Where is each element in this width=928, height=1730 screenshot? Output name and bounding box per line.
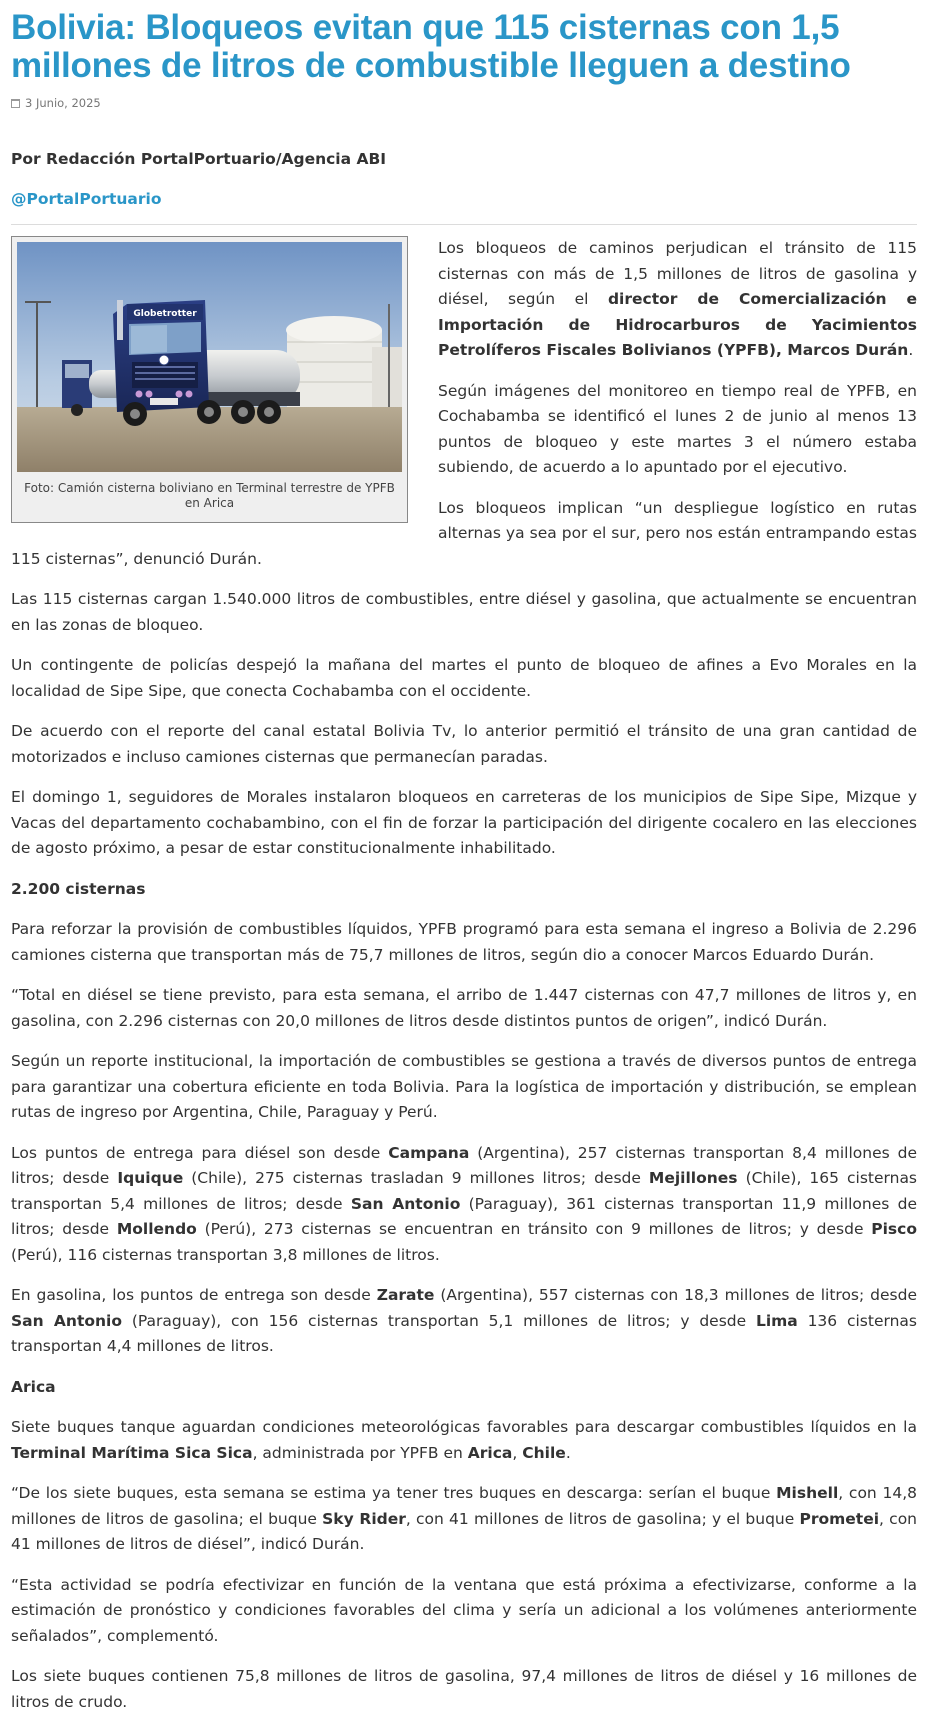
- subheading-cisternas: 2.200 cisternas: [11, 879, 146, 898]
- paragraph-6: De acuerdo con el reporte del canal estatal Bolivia Tv, lo anterior permitió el tránsito de una gran cantidad de motorizados e incluso camiones cisternas que permanecían paradas.: [11, 722, 917, 766]
- paragraph-9: “Total en diésel se tiene previsto, para esta semana, el arribo de 1.447 cisternas con 47,7 millones de litros y, en gasolina, con 2.296 cisternas con 20,0 millones de litros desde distintos puntos de origen”, indicó Durán.: [11, 986, 917, 1030]
- paragraph-10: Según un reporte institucional, la importación de combustibles se gestiona a través de diversos puntos de entrega para garantizar una cobertura eficiente en toda Bolivia. Para la logística de importación y distribución, se emplean rutas de ingreso por Argentina, Chile, Paraguay y Perú.: [11, 1052, 917, 1121]
- twitter-handle-link[interactable]: @PortalPortuario: [11, 190, 162, 208]
- calendar-icon: [11, 99, 20, 108]
- paragraph-13: Siete buques tanque aguardan condiciones meteorológicas favorables para descargar combustibles líquidos en la Terminal Marítima Sica Sica, administrada por YPFB en Arica, Chile.: [11, 1418, 917, 1462]
- truck-photo: [17, 242, 402, 472]
- article-date: 3 Junio, 2025: [25, 96, 101, 110]
- article-photo: [11, 236, 408, 523]
- photo-caption: Foto: Camión cisterna boliviano en Terminal terrestre de YPFB en Arica: [24, 481, 395, 510]
- article-body: [11, 236, 917, 1715]
- paragraph-15: “Esta actividad se podría efectivizar en función de la ventana que está próxima a efectivizarse, conforme a la estimación de pronóstico y condiciones favorables del clima y sería un adicional a los volúmenes anteriormente señalados”, complementó.: [11, 1575, 917, 1645]
- article-meta: [11, 96, 917, 110]
- article-page: [11, 0, 917, 1730]
- paragraph-11: Los puntos de entrega para diésel son desde Campana (Argentina), 257 cisternas transportan 8,4 millones de litros; desde Iquique (Chile), 275 cisternas trasladan 9 millones litros; desde Mejillones (Chile), 165 cisternas transportan 5,4 millones de litros; desde San Antonio (Paraguay), 361 cisternas transportan 11,9 millones de litros; desde Mollendo (Perú), 273 cisternas se encuentran en tránsito con 9 millones de litros; y desde Pisco (Perú), 116 cisternas transportan 3,8 millones de litros.: [11, 1143, 918, 1264]
- article-title: Bolivia: Bloqueos evitan que 115 cisternas con 1,5 millones de litros de combustible lleguen a destino: [11, 8, 851, 85]
- paragraph-4: Las 115 cisternas cargan 1.540.000 litros de combustibles, entre diésel y gasolina, que actualmente se encuentran en las zonas de bloqueo.: [11, 590, 917, 634]
- paragraph-14: “De los siete buques, esta semana se estima ya tener tres buques en descarga: serían el buque Mishell, con 14,8 millones de litros de gasolina; el buque Sky Rider, con 41 millones de litros de gasolina; y el buque Prometei, con 41 millones de litros de diésel”, indicó Durán.: [11, 1484, 918, 1553]
- paragraph-5: Un contingente de policías despejó la mañana del martes el punto de bloqueo de afines a Evo Morales en la localidad de Sipe Sipe, que conecta Cochabamba con el occidente.: [11, 656, 917, 700]
- divider: [11, 224, 917, 225]
- paragraph-12: En gasolina, los puntos de entrega son desde Zarate (Argentina), 557 cisternas con 18,3 millones de litros; desde San Antonio (Paraguay), con 156 cisternas transportan 5,1 millones de litros; y desde Lima 136 cisternas transportan 4,4 millones de litros.: [11, 1286, 917, 1355]
- subheading-arica: Arica: [11, 1377, 56, 1396]
- paragraph-8: Para reforzar la provisión de combustibles líquidos, YPFB programó para esta semana el ingreso a Bolivia de 2.296 camiones cisterna que transportan más de 75,7 millones de litros, según dio a conocer Marcos Eduardo Durán.: [11, 920, 917, 964]
- paragraph-1: Los bloqueos de caminos perjudican el tránsito de 115 cisternas con más de 1,5 millones de litros de gasolina y diésel, según el director de Comercialización e Importación de Hidrocarburos de Yacimientos Petrolíferos Fiscales Bolivianos (YPFB), Marcos Durán.: [438, 239, 917, 359]
- paragraph-2: Según imágenes del monitoreo en tiempo real de YPFB, en Cochabamba se identificó el lunes 2 de junio al menos 13 puntos de bloqueo y este martes 3 el número estaba subiendo, de acuerdo a lo apuntado por el ejecutivo.: [438, 381, 917, 476]
- paragraph-3: Los bloqueos implican “un despliegue logístico en rutas alternas ya sea por el sur, pero nos están entrampando estas 115 cisternas”, denunció Durán.: [11, 498, 917, 568]
- article-byline: Por Redacción PortalPortuario/Agencia ABI: [11, 150, 387, 168]
- paragraph-16: Los siete buques contienen 75,8 millones de litros de gasolina, 97,4 millones de litros de diésel y 16 millones de litros de crudo.: [11, 1667, 917, 1711]
- truck-brand-text: Globetrotter: [133, 309, 197, 319]
- paragraph-7: El domingo 1, seguidores de Morales instalaron bloqueos en carreteras de los municipios de Sipe Sipe, Mizque y Vacas del departamento cochabambino, con el fin de forzar la participación del dirigente cocalero en las elecciones de agosto próximo, a pesar de estar constitucionalmente inhabilitado.: [11, 788, 917, 857]
